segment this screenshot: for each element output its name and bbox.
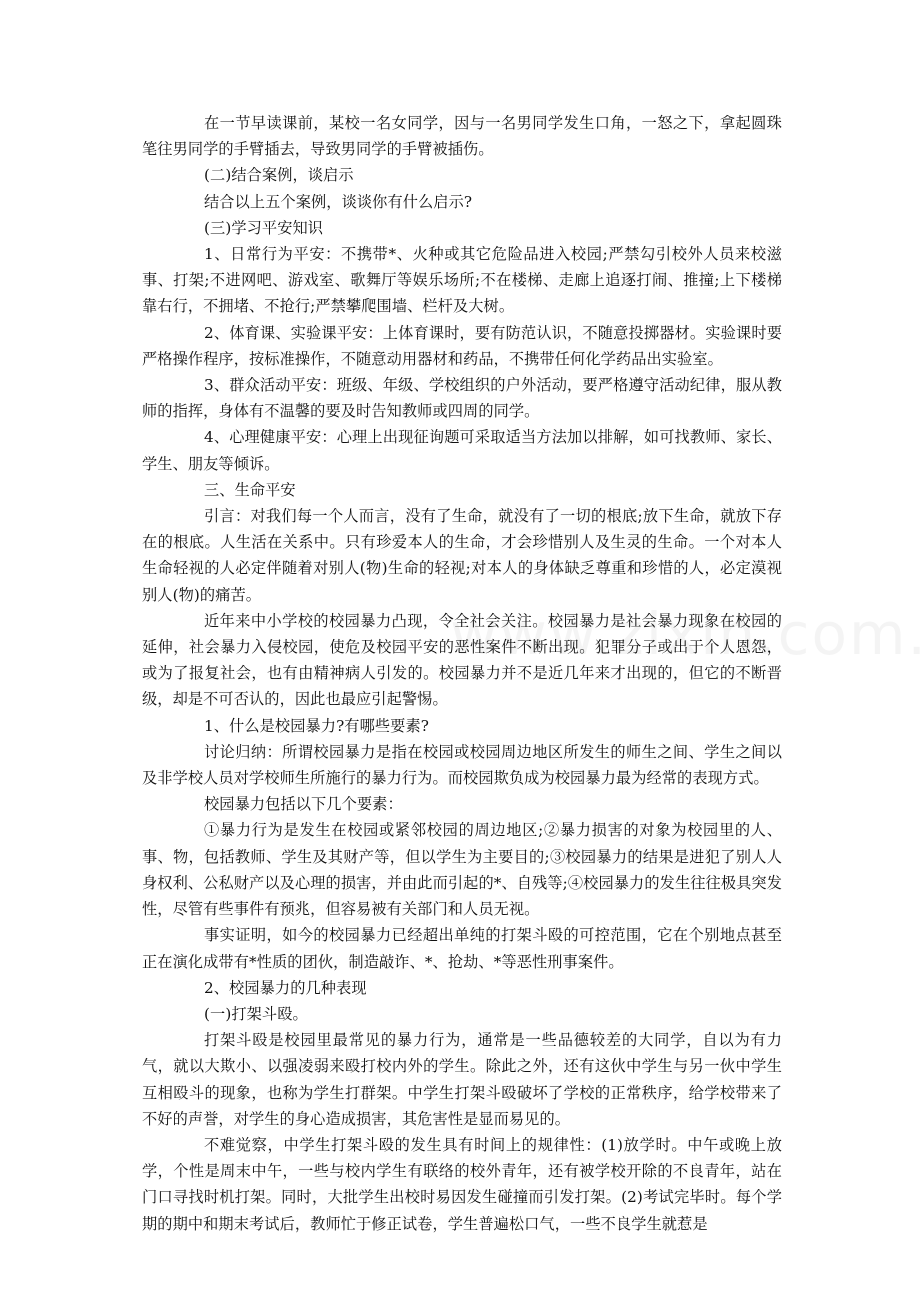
paragraph: 在一节早读课前，某校一名女同学，因与一名男同学发生口角，一怒之下，拿起圆珠笔往男同学的手臂插去，导致男同学的手臂被插伤。 xyxy=(142,114,782,159)
paragraph: 4、心理健康平安：心理上出现征询题可采取适当方法加以排解，如可找教师、家长、学生、朋友等倾诉。 xyxy=(142,428,782,473)
subheading: (一)打架斗殴。 xyxy=(204,1004,308,1023)
paragraph: 2、体育课、实验课平安：上体育课时，要有防范认识，不随意投掷器材。实验课时要严格操作程序，按标准操作，不随意动用器材和药品，不携带任何化学药品出实验室。 xyxy=(142,323,782,368)
paragraph: 校园暴力包括以下几个要素： xyxy=(204,795,403,814)
subheading: 1、什么是校园暴力?有哪些要素? xyxy=(204,716,429,735)
paragraph: 近年来中小学校的校园暴力凸现，令全社会关注。校园暴力是社会暴力现象在校园的延伸，社会暴力入侵校园，使危及校园平安的恶性案件不断出现。犯罪分子或出于个人恩怨，或为了报复社会，也有由精神病人引发的。校园暴力并不是近几年来才出现的，但它的不断晋级，却是不可否认的，因此也最应引起警惕。 xyxy=(142,611,782,709)
section-heading: 三、生命平安 xyxy=(204,480,296,499)
subheading: 2、校园暴力的几种表现 xyxy=(204,978,367,997)
paragraph: 结合以上五个案例，谈谈你有什么启示? xyxy=(204,192,473,211)
paragraph: 事实证明，如今的校园暴力已经超出单纯的打架斗殴的可控范围，它在个别地点甚至正在演化成带有*性质的团伙，制造敲诈、*、抢劫、*等恶性刑事案件。 xyxy=(142,926,782,971)
paragraph: 打架斗殴是校园里最常见的暴力行为，通常是一些品德较差的大同学，自以为有力气，就以大欺小、以强凌弱来殴打校内外的学生。除此之外，还有这伙中学生与另一伙中学生互相殴斗的现象，也称为学生打群架。中学生打架斗殴破坏了学校的正常秩序，给学校带来了不好的声誉，对学生的身心造成损害，其危害性是显而易见的。 xyxy=(142,1031,782,1128)
subheading: (三)学习平安知识 xyxy=(204,218,324,237)
paragraph: ①暴力行为是发生在校园或紧邻校园的周边地区;②暴力损害的对象为校园里的人、事、物，包括教师、学生及其财产等，但以学生为主要目的;③校园暴力的结果是进犯了别人人身权利、公私财产以及心理的损害，并由此而引起的*、自残等;④校园暴力的发生往往极具突发性，尽管有些事件有预兆，但容易被有关部门和人员无视。 xyxy=(142,821,782,919)
paragraph: 不难觉察，中学生打架斗殴的发生具有时间上的规律性：(1)放学时。中午或晚上放学，个性是周末中午，一些与校内学生有联络的校外青年，还有被学校开除的不良青年，站在门口寻找时机打架。同时，大批学生出校时易因发生碰撞而引发打架。(2)考试完毕时。每个学期的期中和期末考试后，教师忙于修正试卷，学生普遍松口气，一些不良学生就惹是 xyxy=(142,1135,782,1233)
subheading: (二)结合案例，谈启示 xyxy=(204,166,354,185)
paragraph: 引言：对我们每一个人而言，没有了生命，就没有了一切的根底;放下生命，就放下存在的根底。人生活在关系中。只有珍爱本人的生命，才会珍惜别人及生灵的生命。一个对本人生命轻视的人必定伴随着对别人(物)生命的轻视;对本人的身体缺乏尊重和珍惜的人，必定漠视别人(物)的痛苦。 xyxy=(142,507,782,604)
paragraph: 讨论归纳：所谓校园暴力是指在校园或校园周边地区所发生的师生之间、学生之间以及非学校人员对学校师生所施行的暴力行为。而校园欺负成为校园暴力最为经常的表现方式。 xyxy=(142,742,782,788)
paragraph: 3、群众活动平安：班级、年级、学校组织的户外活动，要严格遵守活动纪律，服从教师的指挥，身体有不温馨的要及时告知教师或四周的同学。 xyxy=(142,376,782,421)
paragraph: 1、日常行为平安：不携带*、火种或其它危险品进入校园;严禁勾引校外人员来校滋事、打架;不进网吧、游戏室、歌舞厅等娱乐场所;不在楼梯、走廊上追逐打闹、推撞;上下楼梯靠右行，不拥堵、不抢行;严禁攀爬围墙、栏杆及大树。 xyxy=(142,245,782,316)
document-body xyxy=(142,110,782,1237)
